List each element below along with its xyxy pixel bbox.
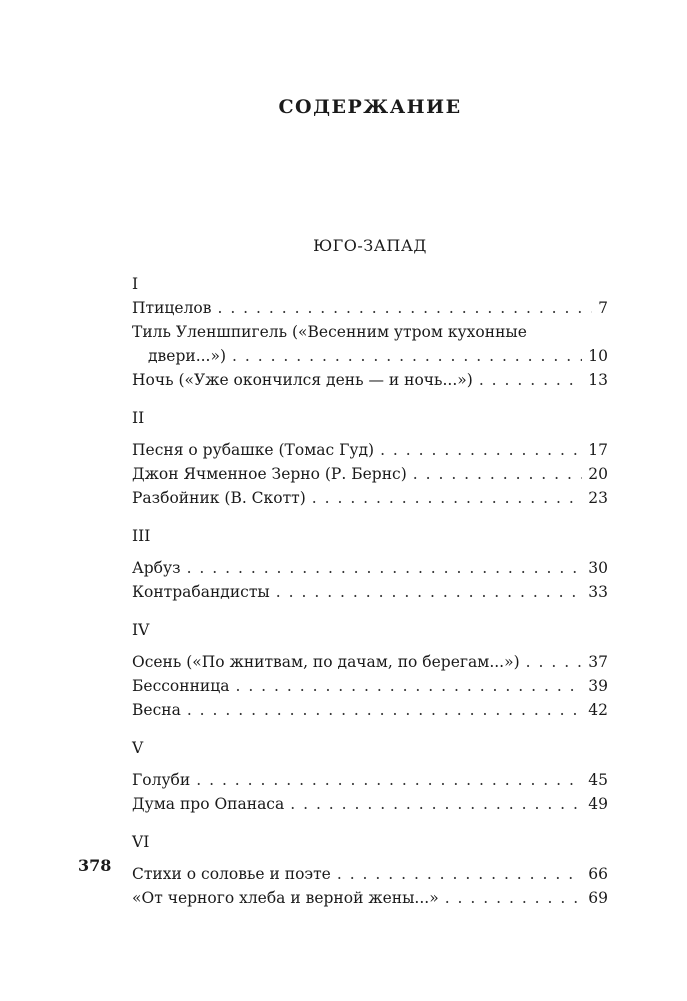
entry-title: Ночь («Уже окончился день — и ночь...»)	[132, 371, 473, 389]
part-label: IV	[132, 621, 150, 639]
toc-entry[interactable]	[132, 438, 608, 462]
toc-entry[interactable]	[132, 462, 608, 486]
entry-title: Стихи о соловье и поэте	[132, 865, 331, 883]
entry-title: «От черного хлеба и верной жены...»	[132, 889, 439, 907]
entry-page-number: 69	[588, 889, 608, 907]
entry-title: Бессонница	[132, 677, 230, 695]
toc-part	[132, 524, 608, 604]
toc-entry[interactable]	[132, 886, 608, 910]
toc-part	[132, 736, 608, 816]
dot-leader	[235, 674, 582, 698]
toc-entry[interactable]	[132, 556, 608, 580]
toc-entry[interactable]	[132, 698, 608, 722]
toc-part	[132, 618, 608, 722]
part-label: VI	[132, 833, 150, 851]
dot-leader	[187, 556, 583, 580]
part-label: I	[132, 275, 139, 293]
dot-leader	[479, 368, 582, 392]
part-label: II	[132, 409, 145, 427]
toc-entry[interactable]	[132, 296, 608, 320]
dot-leader	[445, 886, 583, 910]
entry-title: Осень («По жнитвам, по дачам, по берегам...»)	[132, 653, 520, 671]
dot-leader	[187, 698, 582, 722]
entry-title: Разбойник (В. Скотт)	[132, 489, 306, 507]
dot-leader	[526, 650, 583, 674]
dot-leader	[413, 462, 583, 486]
toc-part	[132, 406, 608, 510]
entry-page-number: 66	[588, 865, 608, 883]
toc-entry[interactable]	[132, 674, 608, 698]
toc-entry[interactable]	[132, 650, 608, 674]
entry-title: Голуби	[132, 771, 191, 789]
entry-page-number: 37	[588, 653, 608, 671]
toc-entry[interactable]	[132, 368, 608, 392]
entry-page-number: 17	[588, 441, 608, 459]
entry-title: Дума про Опанаса	[132, 795, 285, 813]
entry-title: Джон Ячменное Зерно (Р. Бернс)	[132, 465, 407, 483]
table-of-contents	[132, 272, 608, 924]
dot-leader	[380, 438, 582, 462]
entry-page-number: 42	[588, 701, 608, 719]
part-label: V	[132, 739, 144, 757]
dot-leader	[196, 768, 582, 792]
section-title: ЮГО-ЗАПАД	[313, 236, 427, 255]
toc-entry[interactable]	[132, 580, 608, 604]
page-title: СОДЕРЖАНИЕ	[278, 96, 462, 118]
toc-entry[interactable]	[132, 320, 608, 368]
dot-leader	[312, 486, 583, 510]
toc-part	[132, 830, 608, 910]
entry-page-number: 10	[588, 347, 608, 365]
dot-leader	[290, 792, 582, 816]
dot-leader	[276, 580, 582, 604]
entry-title: Весна	[132, 701, 181, 719]
entry-title: Арбуз	[132, 559, 181, 577]
toc-entry[interactable]	[132, 862, 608, 886]
entry-page-number: 45	[588, 771, 608, 789]
entry-title: Контрабандисты	[132, 583, 270, 601]
entry-page-number: 13	[588, 371, 608, 389]
entry-page-number: 39	[588, 677, 608, 695]
toc-entry[interactable]	[132, 768, 608, 792]
entry-page-number: 30	[588, 559, 608, 577]
entry-page-number: 33	[588, 583, 608, 601]
entry-page-number: 23	[588, 489, 608, 507]
entry-page-number: 7	[598, 299, 608, 317]
entry-title: Тиль Уленшпигель («Весенним утром кухонные	[132, 323, 527, 341]
page-number: 378	[78, 856, 112, 875]
toc-entry[interactable]	[132, 792, 608, 816]
dot-leader	[337, 862, 582, 886]
entry-title-continued: двери...»)	[148, 347, 227, 365]
dot-leader	[232, 344, 582, 368]
entry-title: Птицелов	[132, 299, 212, 317]
entry-title: Песня о рубашке (Томас Гуд)	[132, 441, 375, 459]
entry-page-number: 49	[588, 795, 608, 813]
entry-page-number: 20	[588, 465, 608, 483]
part-label: III	[132, 527, 151, 545]
toc-part	[132, 272, 608, 392]
toc-entry[interactable]	[132, 486, 608, 510]
dot-leader	[217, 296, 592, 320]
